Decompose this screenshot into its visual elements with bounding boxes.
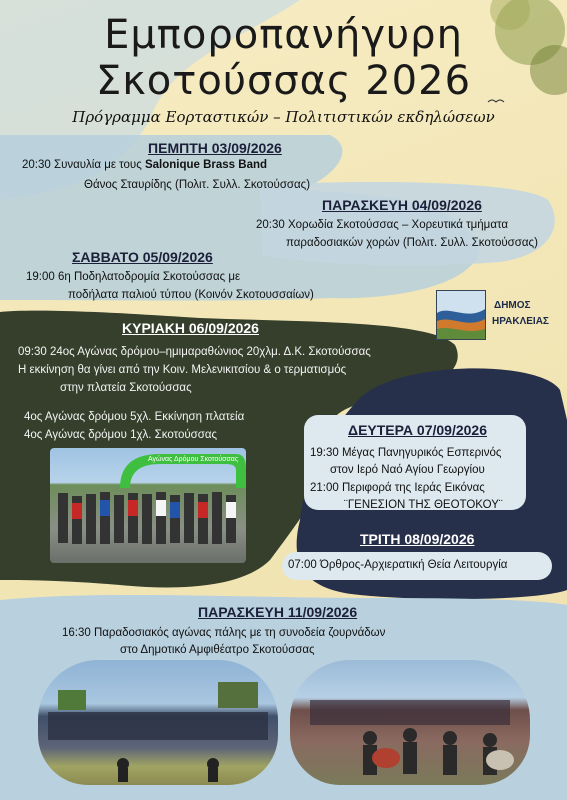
sunday-line-2: Η εκκίνηση θα γίνει από την Κοιν. Μελενικιτσίου & ο τερματισμός — [18, 364, 347, 376]
friday2-line-1: 16:30 Παραδοσιακός αγώνας πάλης με τη συνοδεία ζουρνάδων — [62, 627, 386, 639]
thursday-line-1 — [22, 158, 267, 173]
friday-header: ΠΑΡΑΣΚΕΥΗ 04/09/2026 — [322, 197, 482, 213]
monday-line-3: 21:00 Περιφορά της Ιεράς Εικόνας — [310, 482, 485, 494]
logo-line-2: ΗΡΑΚΛΕΙΑΣ — [492, 316, 549, 327]
friday2-header: ΠΑΡΑΣΚΕΥΗ 11/09/2026 — [198, 604, 358, 620]
title-line-1: Εμποροπανήγυρη — [104, 12, 463, 58]
sunday-line-1: 09:30 24ος Αγώνας δρόμου–ημιμαραθώνιος 20χλμ. Δ.Κ. Σκοτούσσας — [18, 346, 371, 358]
wrestling-photo-left — [38, 660, 278, 785]
tuesday-header: ΤΡΙΤΗ 08/09/2026 — [360, 531, 475, 547]
race-banner-text: Αγώνας Δρόμου Σκοτούσσας — [148, 456, 239, 463]
municipality-logo — [436, 290, 486, 340]
thursday-line-1-text: 20:30 Συναυλία με τους — [22, 159, 145, 171]
sunday-line-5: 4ος Αγώνας δρόμου 1χλ. Σκοτούσσας — [24, 429, 218, 441]
monday-line-1: 19:30 Μέγας Πανηγυρικός Εσπερινός — [310, 447, 502, 459]
monday-line-2: στον Ιερό Ναό Αγίου Γεωργίου — [330, 464, 485, 476]
thursday-line-2: Θάνος Σταυρίδης (Πολιτ. Συλλ. Σκοτούσσας) — [84, 179, 311, 191]
monday-line-4: ¨ΓΕΝΕΣΙΟΝ ΤΗΣ ΘΕΟΤΟΚΟΥ¨ — [344, 499, 503, 511]
subtitle: Πρόγραμμα Εορταστικών – Πολιτιστικών εκδηλώσεων — [72, 108, 495, 126]
sunday-line-4: 4ος Αγώνας δρόμου 5χλ. Εκκίνηση πλατεία — [24, 411, 245, 423]
monday-header: ΔΕΥΤΕΡΑ 07/09/2026 — [348, 422, 487, 438]
tuesday-line-1: 07:00 Όρθρος-Αρχιερατική Θεία Λειτουργία — [288, 559, 508, 571]
sunday-line-3: στην πλατεία Σκοτούσσας — [60, 382, 192, 394]
running-race-photo — [50, 448, 246, 563]
thursday-band-name: Salonique Brass Band — [144, 159, 268, 171]
friday2-line-2: στο Δημοτικό Αμφιθέατρο Σκοτούσσας — [120, 644, 315, 656]
saturday-line-1: 19:00 6η Ποδηλατοδρομία Σκοτούσσας με — [26, 271, 241, 283]
wrestling-photo-right — [290, 660, 530, 785]
friday-line-2: παραδοσιακών χορών (Πολιτ. Συλλ. Σκοτούσσας) — [286, 237, 538, 249]
saturday-header: ΣΑΒΒΑΤΟ 05/09/2026 — [72, 249, 213, 265]
saturday-line-2: ποδήλατα παλιού τύπου (Κοινόν Σκοτουσσαίων) — [68, 289, 314, 301]
logo-line-1: ΔΗΜΟΣ — [494, 300, 531, 311]
thursday-header: ΠΕΜΠΤΗ 03/09/2026 — [148, 140, 282, 156]
friday-line-1: 20:30 Χορωδία Σκοτούσσας – Χορευτικά τμήματα — [256, 219, 508, 231]
title-line-2: Σκοτούσσας 2026 — [95, 58, 472, 104]
sunday-header: ΚΥΡΙΑΚΗ 06/09/2026 — [122, 320, 259, 336]
